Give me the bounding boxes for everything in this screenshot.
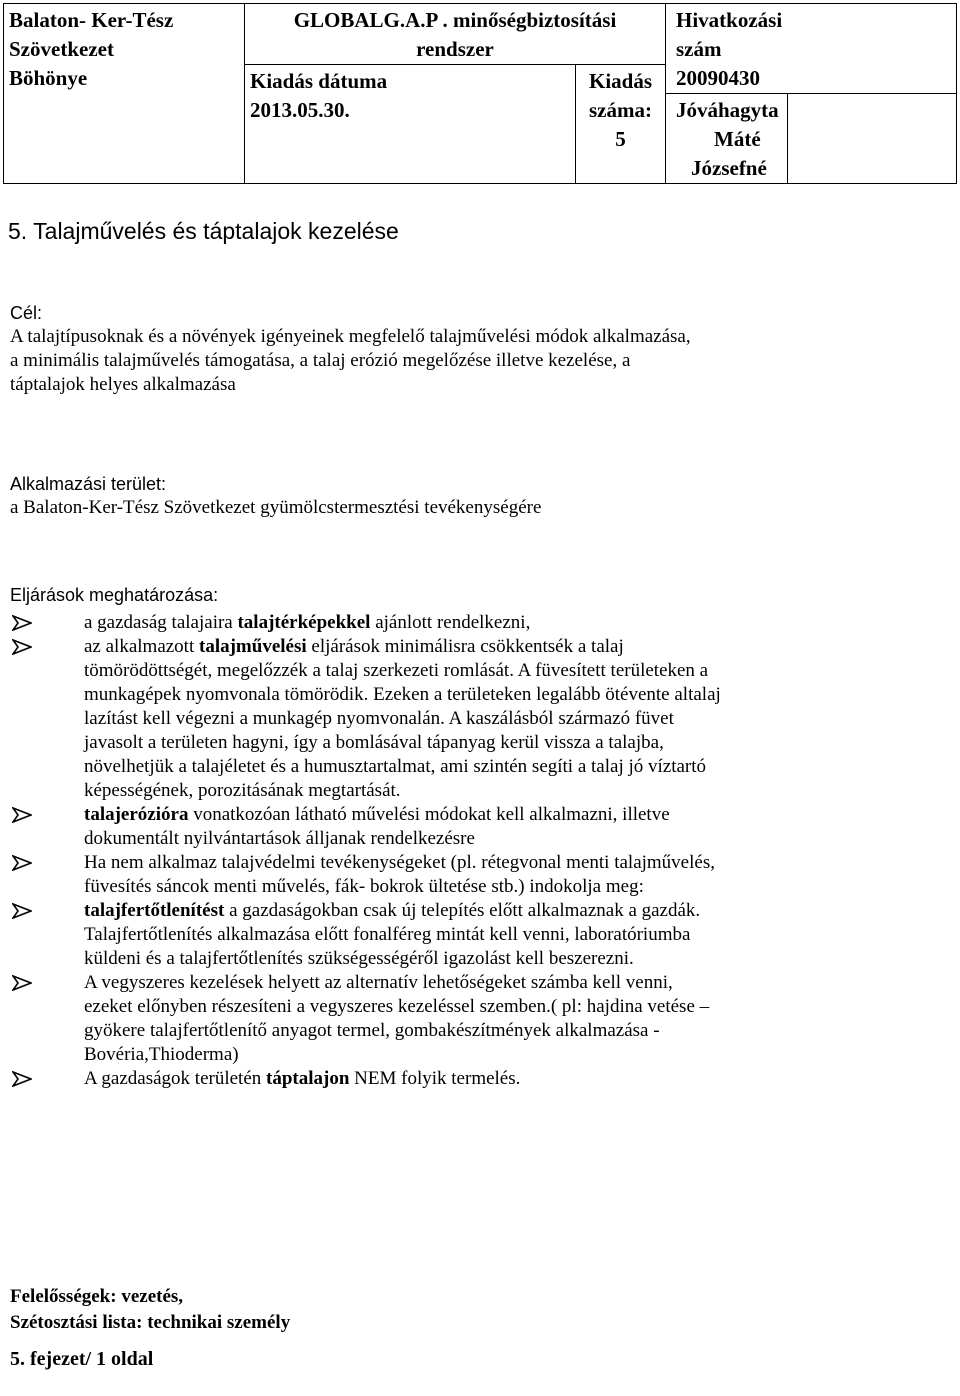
procedures-section	[10, 583, 218, 607]
text-run: javasolt a területen hagyni, így a bomlásával tápanyag kerül vissza a talajba,	[84, 732, 664, 753]
text-run: Talajfertőtlenítés alkalmazása előtt fonalféreg mintát kell venni, laboratóriumba	[84, 924, 691, 945]
text-run: munkagépek nyomvonala tömörödik. Ezeken a területeken legalább ötévente altalaj	[84, 684, 721, 705]
goal-label: Cél:	[10, 303, 43, 323]
text-run: képességének, porozitásának megtartását.	[84, 780, 401, 801]
text-run: ajánlott rendelkezni,	[370, 612, 531, 633]
procedures-list	[10, 611, 950, 1091]
procedure-line	[84, 611, 950, 635]
text-run: dokumentált nyilvántartások álljanak rendelkezésre	[84, 828, 475, 849]
procedure-line	[84, 923, 950, 947]
text-run: A gazdaságok területén	[84, 1068, 267, 1089]
system-title: GLOBALG.A.P . minőségbiztosítási rendszer	[245, 4, 665, 65]
procedure-line	[84, 731, 950, 755]
procedure-line	[84, 707, 950, 731]
arrow-bullet-icon	[12, 807, 32, 823]
org-cell	[4, 4, 245, 184]
page-number: 5. fejezet/ 1 oldal	[10, 1348, 154, 1370]
scope-section	[10, 472, 541, 520]
procedures-label: Eljárások meghatározása:	[10, 585, 219, 605]
document-header-table	[3, 3, 957, 184]
footer	[10, 1284, 290, 1372]
section-title: 5. Talajművelés és táptalajok kezelése	[8, 218, 399, 244]
procedure-item	[10, 635, 950, 803]
procedure-line	[84, 827, 950, 851]
arrow-bullet-icon	[12, 975, 32, 991]
text-run: A vegyszeres kezelések helyett az alternatív lehetőségeket számba kell venni,	[84, 972, 673, 993]
procedure-line	[84, 875, 950, 899]
procedure-item	[10, 899, 950, 971]
procedure-line	[84, 683, 950, 707]
scope-text: a Balaton-Ker-Tész Szövetkezet gyümölcstermesztési tevékenységére	[10, 497, 542, 518]
issue-date-cell	[245, 65, 576, 184]
arrow-bullet-icon	[12, 855, 32, 871]
procedure-line	[84, 1043, 950, 1067]
procedure-item	[10, 971, 950, 1067]
arrow-bullet-icon	[12, 615, 32, 631]
procedure-line	[84, 899, 950, 923]
arrow-bullet-icon	[12, 903, 32, 919]
org-line: Szövetkezet	[9, 37, 114, 61]
text-run: eljárások minimálisra csökkentsék a talaj	[306, 636, 624, 657]
goal-line: A talajtípusoknak és a növények igényeinek megfelelő talajművelési módok alkalmazása,	[10, 326, 691, 347]
arrow-bullet-icon	[12, 639, 32, 655]
issue-number-cell: Kiadás száma: 5	[576, 65, 666, 184]
text-run: füvesítés sáncok menti művelés, fák- bokrok ültetése stb.) indokolja meg:	[84, 876, 644, 897]
org-line: Balaton- Ker-Tész	[9, 8, 174, 32]
text-run: az alkalmazott	[84, 636, 199, 657]
text-run: lazítást kell végezni a munkagép nyomvonalán. A kaszálásból származó füvet	[84, 708, 674, 729]
procedure-line	[84, 635, 950, 659]
reference-cell	[666, 4, 957, 184]
approval-cell: Jóváhagyta Máté Józsefné	[676, 98, 779, 180]
goal-line: táptalajok helyes alkalmazása	[10, 374, 236, 395]
text-run: gyökere talajfertőtlenítő anyagot termel, gombakészítmények alkalmazása -	[84, 1020, 660, 1041]
procedure-line	[84, 1067, 950, 1091]
procedure-line	[84, 803, 950, 827]
emphasis-term: táptalajon	[266, 1068, 350, 1089]
procedure-item	[10, 851, 950, 899]
procedure-line	[84, 971, 950, 995]
text-run: tömörödöttségét, megelőzzék a talaj szerkezeti romlását. A füvesített területeken a	[84, 660, 709, 681]
issue-date-value: 2013.05.30.	[250, 98, 350, 122]
arrow-bullet-icon	[12, 1071, 32, 1087]
emphasis-term: talajfertőtlenítést	[84, 900, 225, 921]
text-run: a gazdaságokban csak új telepítés előtt alkalmaznak a gazdák.	[224, 900, 701, 921]
emphasis-term: talajerózióra	[84, 804, 189, 825]
procedure-line	[84, 659, 950, 683]
procedure-item	[10, 611, 950, 635]
procedure-line	[84, 947, 950, 971]
emphasis-term: talajművelési	[199, 636, 307, 657]
reference-number: Hivatkozási szám 20090430	[666, 4, 787, 94]
procedure-line	[84, 779, 950, 803]
issue-date-label: Kiadás dátuma	[250, 69, 388, 93]
distribution-line: Szétosztási lista: technikai személy	[10, 1312, 291, 1333]
text-run: Ha nem alkalmaz talajvédelmi tevékenységeket (pl. rétegvonal menti talajművelés,	[84, 852, 715, 873]
text-run: a gazdaság talajaira	[84, 612, 238, 633]
responsibility-line: Felelősségek: vezetés,	[10, 1286, 184, 1307]
emphasis-term: talajtérképekkel	[237, 612, 371, 633]
text-run: növelhetjük a talajéletet és a humusztartalmat, ami szintén segíti a talaj jó víztartó	[84, 756, 707, 777]
text-run: NEM folyik termelés.	[349, 1068, 521, 1089]
text-run: vonatkozóan látható művelési módokat kell alkalmazni, illetve	[188, 804, 670, 825]
text-run: ezeket előnyben részesíteni a vegyszeres kezeléssel szemben.( pl: hajdina vetése –	[84, 996, 710, 1017]
scope-label: Alkalmazási terület:	[10, 474, 167, 494]
procedure-line	[84, 755, 950, 779]
procedure-item	[10, 803, 950, 851]
text-run: Bovéria,Thioderma)	[84, 1044, 239, 1065]
goal-line: a minimális talajművelés támogatása, a talaj erózió megelőzése illetve kezelése, a	[10, 350, 631, 371]
procedure-line	[84, 995, 950, 1019]
goal-section	[10, 301, 691, 397]
system-cell	[245, 4, 666, 184]
text-run: küldeni és a talajfertőtlenítés szükségességéről igazolást kell beszerezni.	[84, 948, 634, 969]
procedure-line	[84, 1019, 950, 1043]
procedure-line	[84, 851, 950, 875]
org-line: Böhönye	[9, 66, 88, 90]
procedure-item	[10, 1067, 950, 1091]
